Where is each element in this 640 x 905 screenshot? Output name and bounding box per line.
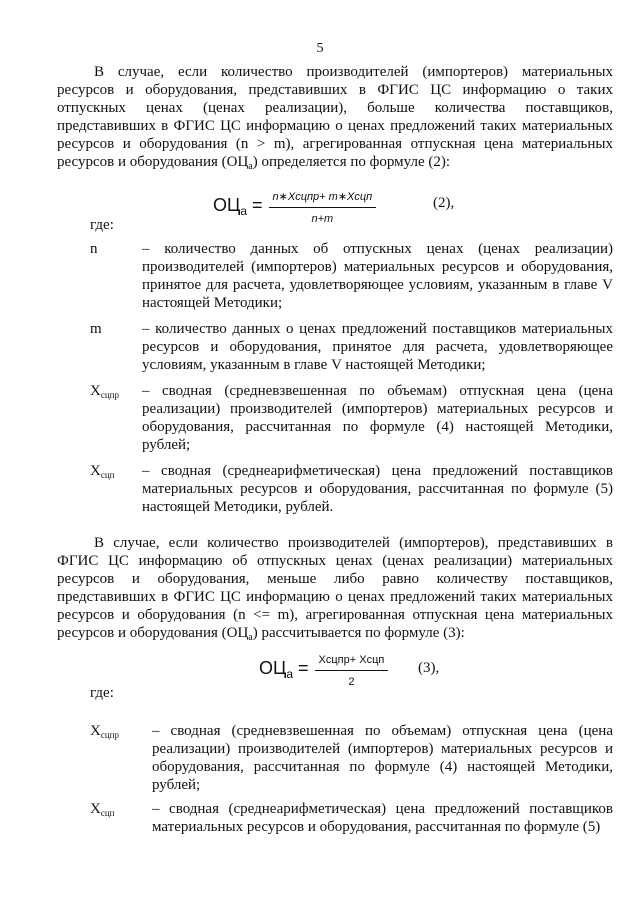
paragraph-2-subscript: а bbox=[248, 632, 253, 643]
definition-text: – сводная (среднеарифметическая) цена предложений поставщиков материальных ресурсов и оборудования, рассчитанная по формуле (5) настоящей Методики, рублей. bbox=[142, 463, 613, 515]
formula-2-number: (2), bbox=[433, 195, 455, 211]
definition-text: – количество данных о ценах предложений поставщиков материальных ресурсов и оборудования, принятое для расчета, удовлетворяющее условиям, указанным в главе V настоящей Методики; bbox=[142, 321, 613, 373]
formula-3-numerator: Хсцпр+ Хсцп bbox=[315, 651, 389, 671]
formula-2-lhs: $ОЦ_а$ = bbox=[213, 195, 263, 218]
formula-3-denominator: 2 bbox=[348, 676, 355, 688]
formula-2-denominator: n+m bbox=[311, 213, 334, 225]
paragraph-1-text-end: ) определяется по формуле (2): bbox=[252, 154, 451, 170]
definition-text: – сводная (средневзвешенная по объемам) отпускная цена (цена реализации) производителей (импортеров) материальных ресурсов и оборудования, рассчитанная по формуле (4) настоящей Методики, рублей; bbox=[142, 383, 613, 453]
formula-3-lhs: $ОЦ_а$ = bbox=[259, 658, 309, 681]
formula-3 bbox=[259, 651, 388, 691]
where-label-2: где: bbox=[90, 685, 114, 701]
definition-term: $Х_{сцп}$ bbox=[90, 801, 115, 818]
definition-term: $Х_{сцп}$ bbox=[90, 463, 115, 480]
formula-3-number: (3), bbox=[418, 660, 440, 676]
paragraph-2 bbox=[57, 534, 613, 647]
where-label-1: где: bbox=[90, 217, 114, 233]
paragraph-1-text: В случае, если количество производителей (импортеров) материальных ресурсов и оборудования, представивших в ФГИС ЦС информацию о таких отпускных ценах (ценах реализации), больше количества поставщиков, представивших в ФГИС ЦС информацию о ценах предложений таких материальных ресурсов и оборудования (n > m), агрегированная отпускная цена материальных ресурсов и оборудования (ОЦ bbox=[57, 64, 613, 170]
definition-text: – сводная (среднеарифметическая) цена предложений поставщиков материальных ресурсов и оборудования, рассчитанная по формуле (5) bbox=[152, 801, 613, 835]
definition-term: n bbox=[90, 241, 98, 257]
formula-3-fraction bbox=[315, 651, 389, 691]
definition-text: – количество данных об отпускных ценах (ценах реализации) производителей (импортеров) материальных ресурсов и оборудования, принятое для расчета, удовлетворяющее условиям, указанным в главе V настоящей Методики; bbox=[142, 241, 613, 311]
definition-term: $Х_{сцпр}$ bbox=[90, 383, 119, 400]
page-number: 5 bbox=[316, 41, 324, 56]
formula-2 bbox=[213, 188, 376, 228]
paragraph-1 bbox=[57, 63, 613, 176]
paragraph-2-text-end: ) рассчитывается по формуле (3): bbox=[252, 625, 465, 641]
formula-2-fraction bbox=[269, 188, 377, 228]
definition-term: m bbox=[90, 321, 102, 337]
paragraph-1-subscript: а bbox=[248, 161, 253, 172]
definition-text: – сводная (средневзвешенная по объемам) отпускная цена (цена реализации) производителей (импортеров) материальных ресурсов и оборудования, рассчитанная по формуле (4) настоящей Методики, рублей; bbox=[152, 723, 613, 793]
formula-2-numerator: n∗Хсцпр+ m∗Хсцп bbox=[269, 188, 377, 208]
definition-term: $Х_{сцпр}$ bbox=[90, 723, 119, 740]
paragraph-2-text: В случае, если количество производителей (импортеров), представивших в ФГИС ЦС информацию об отпускных ценах (ценах реализации) материальных ресурсов и оборудования, меньше либо равно количеству поставщиков, представивших в ФГИС ЦС информацию о ценах предложений таких материальных ресурсов и оборудования (n <= m), агрегированная отпускная цена материальных ресурсов и оборудования (ОЦ bbox=[57, 535, 613, 641]
